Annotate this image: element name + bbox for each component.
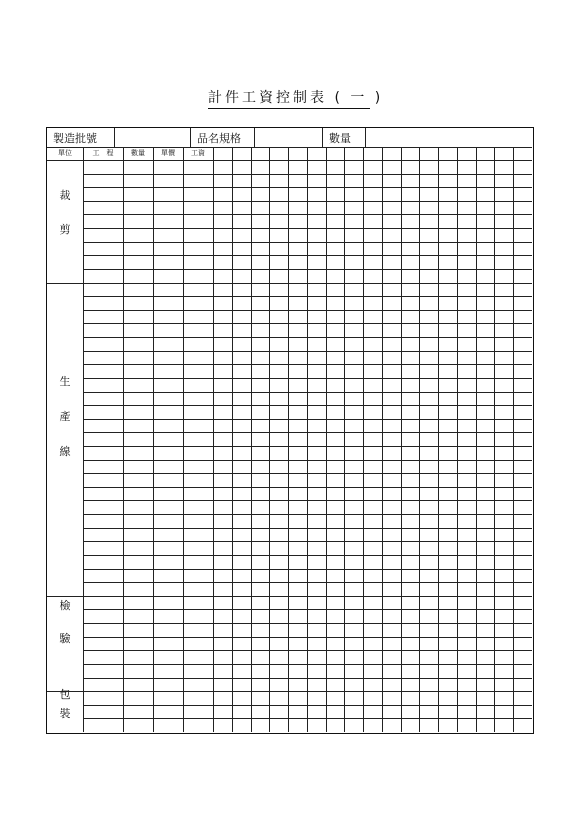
grid-row-line [83,255,532,256]
grid-row-line [83,609,532,610]
grid-column-line [83,147,84,732]
grid-column-line [419,147,420,732]
grid-column-line [190,128,191,147]
grid-row-line [47,691,532,692]
grid-row-line [83,351,532,352]
grid-column-line [153,147,154,732]
grid-row-line [83,337,532,338]
grid-column-line [322,128,323,147]
grid-row-line [83,419,532,420]
grid-row-line [83,296,532,297]
grid-row-line [83,460,532,461]
section-char: 產 [59,410,71,423]
grid-row-line [83,187,532,188]
grid-column-line [254,128,255,147]
grid-row-line [83,555,532,556]
grid-column-line [232,147,233,732]
grid-row-line [83,310,532,311]
grid-column-line [382,147,383,732]
grid-row-line [83,678,532,679]
grid-row-line [47,160,532,161]
grid-row-line [83,214,532,215]
grid-row-line [83,174,532,175]
section-char: 裝 [59,707,71,720]
grid-column-line [457,147,458,732]
grid-column-line [213,147,214,732]
grid-row-line [83,269,532,270]
grid-column-line [365,128,366,147]
grid-column-line [344,147,345,732]
grid-row-line [83,637,532,638]
section-char: 裁 [59,189,71,202]
grid-row-line [83,705,532,706]
grid-column-line [288,147,289,732]
grid-row-line [47,596,532,597]
grid-column-line [494,147,495,732]
grid-column-line [326,147,327,732]
grid-column-line [307,147,308,732]
section-char: 驗 [59,632,71,645]
grid-column-line [123,147,124,732]
grid-column-line [363,147,364,732]
grid-row-line [83,569,532,570]
grid-row-line [83,323,532,324]
grid-row-line [83,650,532,651]
grid-row-line [83,623,532,624]
grid-column-line [114,128,115,147]
grid-row-line [47,283,532,284]
batch-number-field[interactable] [114,128,190,147]
grid-row-line [83,582,532,583]
grid-row-line [83,541,532,542]
grid-row-line [83,664,532,665]
quantity-field[interactable] [365,128,533,147]
col-quantity-label: 數量 [131,149,145,157]
section-char: 生 [59,375,71,388]
grid-column-line [438,147,439,732]
grid-column-line [183,147,184,732]
grid-row-line [47,147,532,148]
col-wage-label: 工資 [191,149,205,157]
col-process-label: 工 程 [92,149,114,157]
grid-row-line [83,228,532,229]
grid-row-line [83,514,532,515]
product-spec-field[interactable] [254,128,322,147]
grid-column-line [476,147,477,732]
section-char: 檢 [59,599,71,612]
quantity-label: 數量 [329,132,351,145]
grid-row-line [83,405,532,406]
grid-row-line [83,242,532,243]
page-title: 計件工資控制表 ( 一 ) [208,88,370,109]
grid-row-line [83,473,532,474]
section-char: 線 [59,445,71,458]
grid-row-line [83,487,532,488]
section-char: 剪 [59,223,71,236]
grid-row-line [83,378,532,379]
col-unit-label: 單位 [58,149,72,157]
grid-row-line [83,432,532,433]
grid-row-line [83,364,532,365]
batch-number-label: 製造批號 [53,132,97,145]
grid-row-line [83,528,532,529]
grid-row-line [83,718,532,719]
grid-column-line [269,147,270,732]
grid-row-line [83,500,532,501]
product-spec-label: 品名規格 [197,132,241,145]
grid-column-line [251,147,252,732]
grid-row-line [83,446,532,447]
grid-column-line [513,147,514,732]
grid-row-line [83,201,532,202]
grid-column-line [401,147,402,732]
wage-control-table [46,127,534,734]
grid-row-line [83,392,532,393]
col-unit-price-label: 單價 [161,149,175,157]
section-char: 包 [59,688,71,701]
